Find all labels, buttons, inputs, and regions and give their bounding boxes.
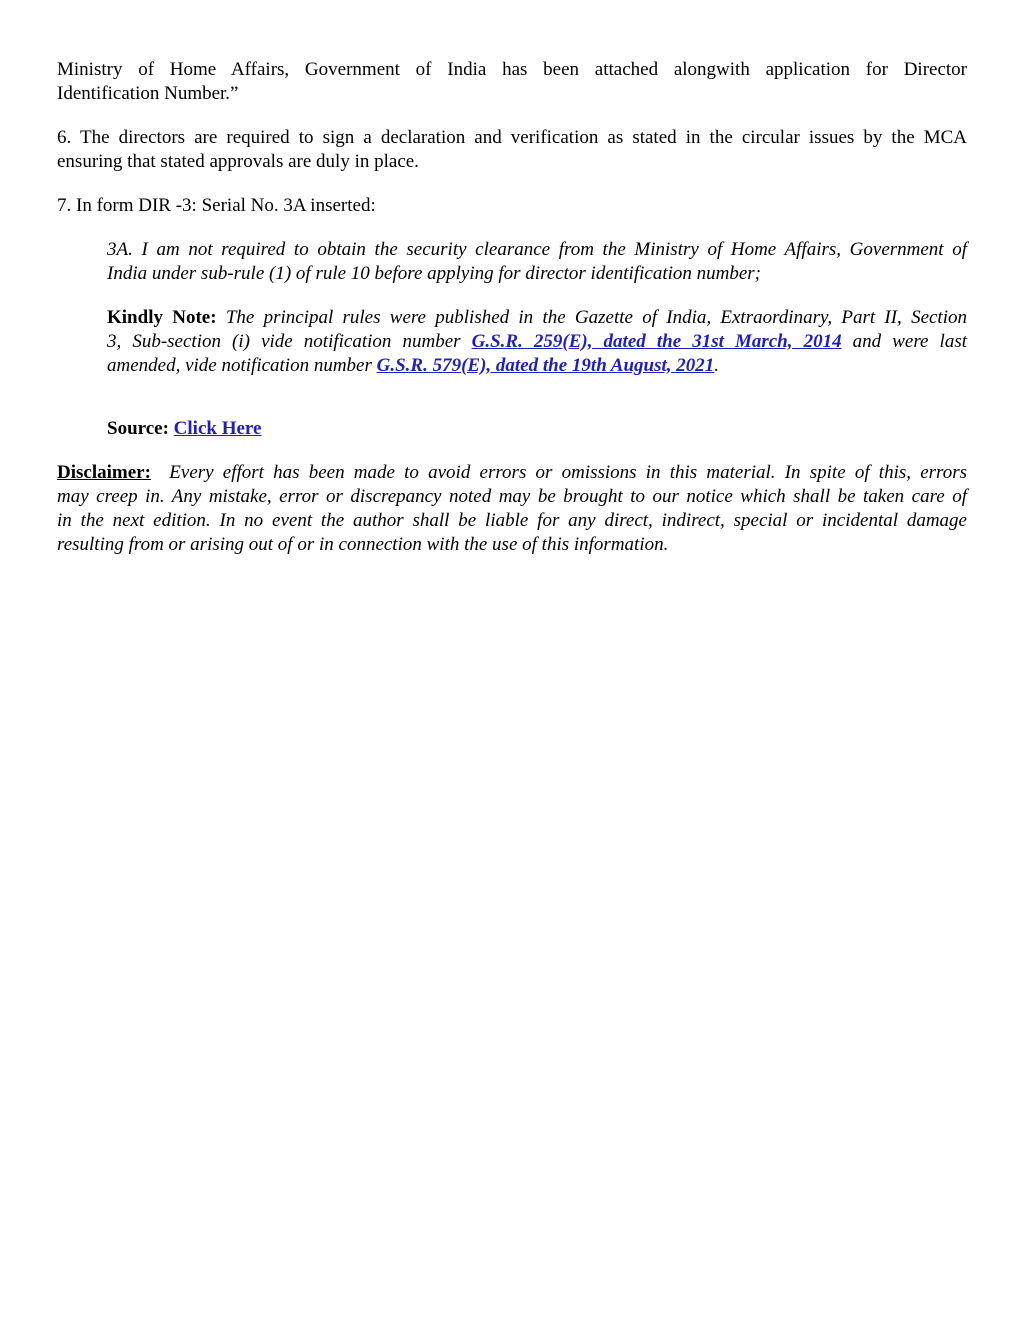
paragraph-6: [57, 126, 967, 174]
gsr-579-link[interactable]: G.S.R. 579(E), dated the 19th August, 2021: [376, 355, 715, 376]
paragraph-7-text: 7. In form DIR -3: Serial No. 3A inserted:: [57, 195, 376, 216]
continuation-line-2: Identification Number.”: [57, 83, 239, 104]
paragraph-6-line-2: ensuring that stated approvals are duly in place.: [57, 151, 419, 172]
kindly-note-line-3-end: .: [714, 355, 720, 376]
kindly-note-line-2: [107, 330, 967, 354]
source-paragraph: [107, 417, 967, 441]
source-label: Source:: [107, 418, 169, 439]
kindly-note-line-3-start: amended, vide notification number: [107, 355, 372, 376]
disclaimer-line-4: resulting from or arising out of or in connection with the use of this information.: [57, 534, 669, 555]
gsr-259-link[interactable]: G.S.R. 259(E), dated the 31st March, 2014: [471, 331, 842, 352]
click-here-link[interactable]: Click Here: [173, 418, 262, 439]
paragraph-7: [57, 194, 967, 218]
disclaimer-line-1: [57, 461, 967, 485]
kindly-note-label: Kindly Note:: [107, 307, 217, 328]
disclaimer-line-2: may creep in. Any mistake, error or discrepancy noted may be brought to our notice which shall be taken care of: [57, 486, 967, 507]
disclaimer-label: Disclaimer:: [57, 462, 151, 483]
serial-3a-line-1: 3A. I am not required to obtain the security clearance from the Ministry of Home Affairs, Government of: [107, 239, 967, 260]
continuation-paragraph: [57, 58, 967, 106]
kindly-note-line-2-end: and were last: [852, 331, 967, 352]
paragraph-6-line-1: 6. The directors are required to sign a declaration and verification as stated in the circular issues by the MCA: [57, 127, 967, 148]
kindly-note-line-2-start: 3, Sub-section (i) vide notification number: [107, 331, 461, 352]
disclaimer-paragraph: [57, 461, 967, 557]
disclaimer-line-3: in the next edition. In no event the author shall be liable for any direct, indirect, special or incidental damage: [57, 510, 967, 531]
disclaimer-line-1-text: Every effort has been made to avoid errors or omissions in this material. In spite of this, errors: [169, 462, 967, 483]
source-line: [107, 417, 967, 441]
kindly-note-paragraph: [107, 306, 967, 378]
kindly-note-line-1: [107, 306, 967, 330]
serial-3a-line-2: India under sub-rule (1) of rule 10 before applying for director identification number;: [107, 263, 761, 284]
continuation-line-1: Ministry of Home Affairs, Government of India has been attached alongwith application for Director: [57, 59, 967, 80]
serial-3a-paragraph: [107, 238, 967, 286]
kindly-note-line-3: [107, 354, 967, 378]
kindly-note-line-1-text: The principal rules were published in the Gazette of India, Extraordinary, Part II, Section: [225, 307, 967, 328]
